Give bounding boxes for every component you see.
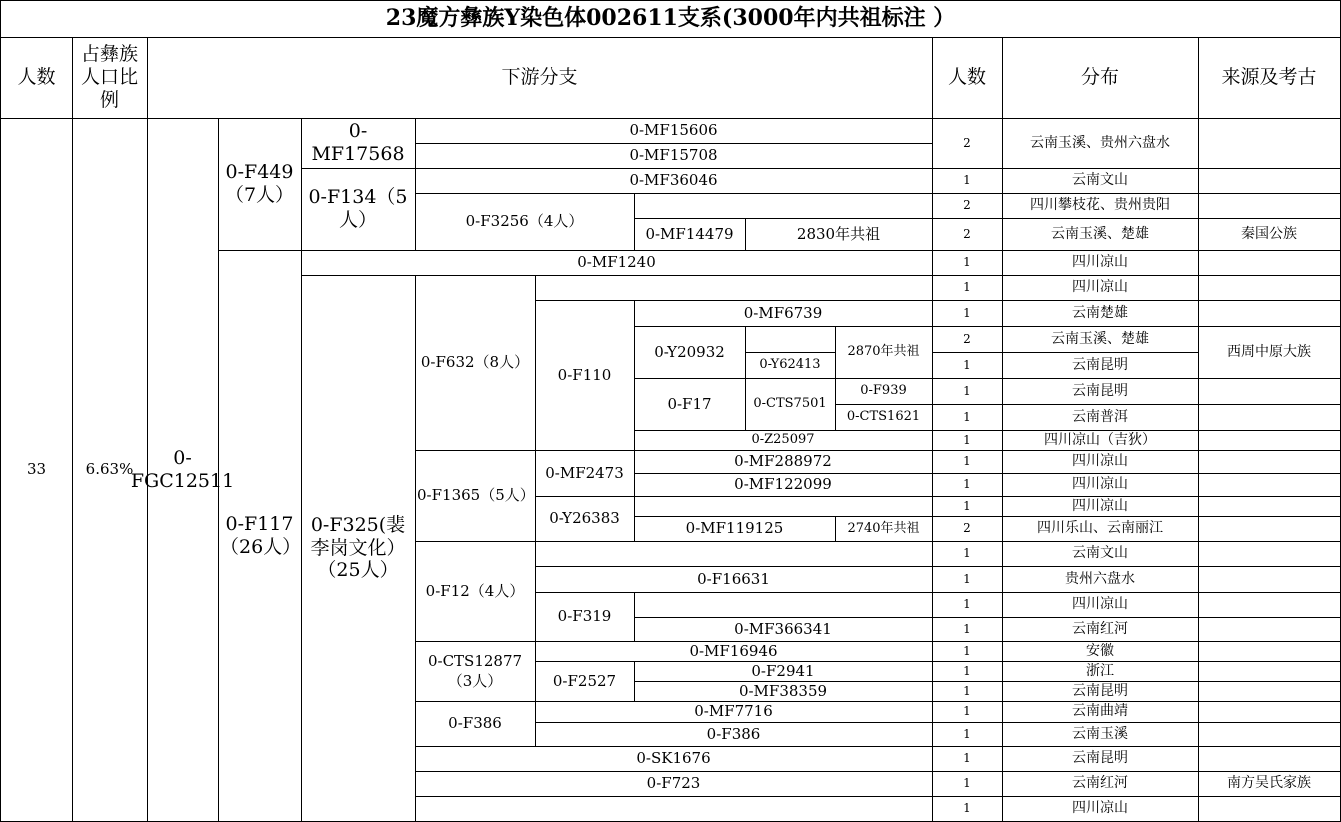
row-distribution: 四川攀枝花、贵州贵阳 (1002, 193, 1199, 219)
row-origin (1198, 516, 1341, 542)
branch-y62413: 0-Y62413 (745, 352, 836, 379)
branch-f2941: 0-F2941 (634, 661, 933, 682)
row-count: 1 (932, 378, 1003, 405)
branch-mf15606: 0-MF15606 (415, 118, 933, 144)
row-origin (1198, 641, 1341, 662)
row-origin (1198, 796, 1341, 822)
branch-f386b: 0-F386 (535, 722, 933, 747)
header-distribution: 分布 (1002, 37, 1199, 119)
branch-mf15708: 0-MF15708 (415, 143, 933, 169)
row-count: 1 (932, 275, 1003, 301)
branch-f449: 0-F449（7人） (218, 118, 302, 251)
branch-mf38359: 0-MF38359 (634, 681, 933, 702)
branch-mf6739: 0-MF6739 (634, 300, 933, 327)
row-origin (1198, 300, 1341, 327)
branch-f16631: 0-F16631 (535, 566, 933, 593)
row-origin (1198, 617, 1341, 642)
percent-cell: 6.63% (72, 118, 148, 822)
row-distribution: 云南玉溪 (1002, 722, 1199, 747)
header-ratio: 占彝族人口比例 (72, 37, 148, 119)
row-origin: 秦国公族 (1198, 218, 1341, 251)
branch-cts7501: 0-CTS7501 (745, 378, 836, 431)
row-count: 1 (932, 746, 1003, 772)
row-origin (1198, 722, 1341, 747)
row-distribution: 四川凉山 (1002, 496, 1199, 517)
row-distribution: 云南文山 (1002, 168, 1199, 194)
branch-cts1621: 0-CTS1621 (835, 404, 933, 431)
root-branch-cell: 0-FGC12511 (147, 118, 219, 822)
branch-f325: 0-F325(裴李岗文化）（25人） (301, 275, 416, 822)
row-count: 1 (932, 450, 1003, 474)
row-count: 1 (932, 722, 1003, 747)
branch-empty (634, 193, 933, 219)
row-count: 1 (932, 352, 1003, 379)
row-origin: 南方吴氏家族 (1198, 771, 1341, 797)
row-distribution: 四川乐山、云南丽江 (1002, 516, 1199, 542)
row-origin (1198, 450, 1341, 474)
row-count: 1 (932, 168, 1003, 194)
row-count: 2 (932, 118, 1003, 169)
row-origin (1198, 404, 1341, 431)
row-distribution: 云南普洱 (1002, 404, 1199, 431)
row-distribution: 贵州六盘水 (1002, 566, 1199, 593)
row-count: 1 (932, 250, 1003, 276)
branch-mf16946: 0-MF16946 (535, 641, 933, 662)
header-count: 人数 (0, 37, 73, 119)
row-distribution: 云南红河 (1002, 617, 1199, 642)
branch-mf119125: 0-MF119125 (634, 516, 836, 542)
branch-f939: 0-F939 (835, 378, 933, 405)
row-origin: 西周中原大族 (1198, 326, 1341, 379)
row-count: 1 (932, 496, 1003, 517)
row-origin (1198, 681, 1341, 702)
header-downstream: 下游分支 (147, 37, 933, 119)
row-origin (1198, 661, 1341, 682)
row-origin (1198, 118, 1341, 169)
row-count: 2 (932, 218, 1003, 251)
row-count: 1 (932, 681, 1003, 702)
row-origin (1198, 168, 1341, 194)
row-distribution: 四川凉山 (1002, 592, 1199, 618)
row-distribution: 云南昆明 (1002, 378, 1199, 405)
row-distribution: 云南玉溪、楚雄 (1002, 218, 1199, 251)
total-count-cell: 33 (0, 118, 73, 822)
table-title: 23魔方彝族Y染色体002611支系(3000年内共祖标注 ） (0, 0, 1341, 38)
branch-mf366341: 0-MF366341 (634, 617, 933, 642)
row-distribution: 四川凉山 (1002, 275, 1199, 301)
row-distribution: 浙江 (1002, 661, 1199, 682)
branch-z25097: 0-Z25097 (634, 430, 933, 451)
row-origin (1198, 378, 1341, 405)
header-origin: 来源及考古 (1198, 37, 1341, 119)
row-count: 1 (932, 592, 1003, 618)
branch-tmrca2740: 2740年共祖 (835, 516, 933, 542)
row-origin (1198, 430, 1341, 451)
row-count: 2 (932, 516, 1003, 542)
branch-y20932: 0-Y20932 (634, 326, 746, 379)
row-distribution: 云南红河 (1002, 771, 1199, 797)
row-distribution: 四川凉山 (1002, 450, 1199, 474)
row-distribution: 云南玉溪、贵州六盘水 (1002, 118, 1199, 169)
row-distribution: 四川凉山 (1002, 473, 1199, 497)
branch-empty (415, 796, 933, 822)
row-count: 1 (932, 430, 1003, 451)
row-origin (1198, 193, 1341, 219)
row-count: 1 (932, 771, 1003, 797)
branch-y26383: 0-Y26383 (535, 496, 635, 542)
row-distribution: 四川凉山 (1002, 796, 1199, 822)
branch-tmrca2830: 2830年共祖 (745, 218, 933, 251)
branch-f12: 0-F12（4人） (415, 541, 536, 642)
header-count2: 人数 (932, 37, 1003, 119)
row-distribution: 云南昆明 (1002, 352, 1199, 379)
branch-f723: 0-F723 (415, 771, 933, 797)
row-count: 2 (932, 326, 1003, 353)
branch-mf17568: 0-MF17568 (301, 118, 416, 169)
row-origin (1198, 746, 1341, 772)
branch-mf7716: 0-MF7716 (535, 701, 933, 723)
branch-empty (634, 592, 933, 618)
branch-sk1676: 0-SK1676 (415, 746, 933, 772)
branch-cts12877: 0-CTS12877（3人） (415, 641, 536, 702)
branch-f632: 0-F632（8人） (415, 275, 536, 451)
branch-empty (634, 496, 933, 517)
row-count: 2 (932, 193, 1003, 219)
row-distribution: 云南昆明 (1002, 681, 1199, 702)
branch-mf122099: 0-MF122099 (634, 473, 933, 497)
branch-tmrca2870: 2870年共祖 (835, 326, 933, 379)
branch-f117: 0-F117（26人） (218, 250, 302, 822)
branch-empty (535, 275, 933, 301)
branch-f386a: 0-F386 (415, 701, 536, 747)
row-origin (1198, 541, 1341, 567)
row-count: 1 (932, 404, 1003, 431)
row-distribution: 安徽 (1002, 641, 1199, 662)
row-distribution: 四川凉山（吉狄） (1002, 430, 1199, 451)
row-count: 1 (932, 641, 1003, 662)
row-origin (1198, 496, 1341, 517)
row-count: 1 (932, 473, 1003, 497)
branch-f319: 0-F319 (535, 592, 635, 642)
branch-empty (745, 326, 836, 353)
row-distribution: 云南昆明 (1002, 746, 1199, 772)
row-count: 1 (932, 566, 1003, 593)
branch-f1365: 0-F1365（5人） (415, 450, 536, 542)
row-count: 1 (932, 661, 1003, 682)
branch-f110: 0-F110 (535, 300, 635, 451)
row-distribution: 云南曲靖 (1002, 701, 1199, 723)
branch-empty (535, 541, 933, 567)
row-origin (1198, 275, 1341, 301)
branch-f134: 0-F134（5人） (301, 168, 416, 251)
row-count: 1 (932, 617, 1003, 642)
branch-mf14479: 0-MF14479 (634, 218, 746, 251)
branch-f2527: 0-F2527 (535, 661, 635, 702)
row-origin (1198, 473, 1341, 497)
branch-mf36046: 0-MF36046 (415, 168, 933, 194)
row-count: 1 (932, 300, 1003, 327)
branch-mf2473: 0-MF2473 (535, 450, 635, 497)
row-origin (1198, 566, 1341, 593)
row-distribution: 云南文山 (1002, 541, 1199, 567)
row-distribution: 云南玉溪、楚雄 (1002, 326, 1199, 353)
row-distribution: 四川凉山 (1002, 250, 1199, 276)
row-count: 1 (932, 796, 1003, 822)
row-count: 1 (932, 541, 1003, 567)
row-count: 1 (932, 701, 1003, 723)
branch-mf1240: 0-MF1240 (301, 250, 933, 276)
branch-f3256: 0-F3256（4人） (415, 193, 635, 251)
row-distribution: 云南楚雄 (1002, 300, 1199, 327)
row-origin (1198, 701, 1341, 723)
row-origin (1198, 250, 1341, 276)
branch-f17: 0-F17 (634, 378, 746, 431)
branch-mf288972: 0-MF288972 (634, 450, 933, 474)
row-origin (1198, 592, 1341, 618)
